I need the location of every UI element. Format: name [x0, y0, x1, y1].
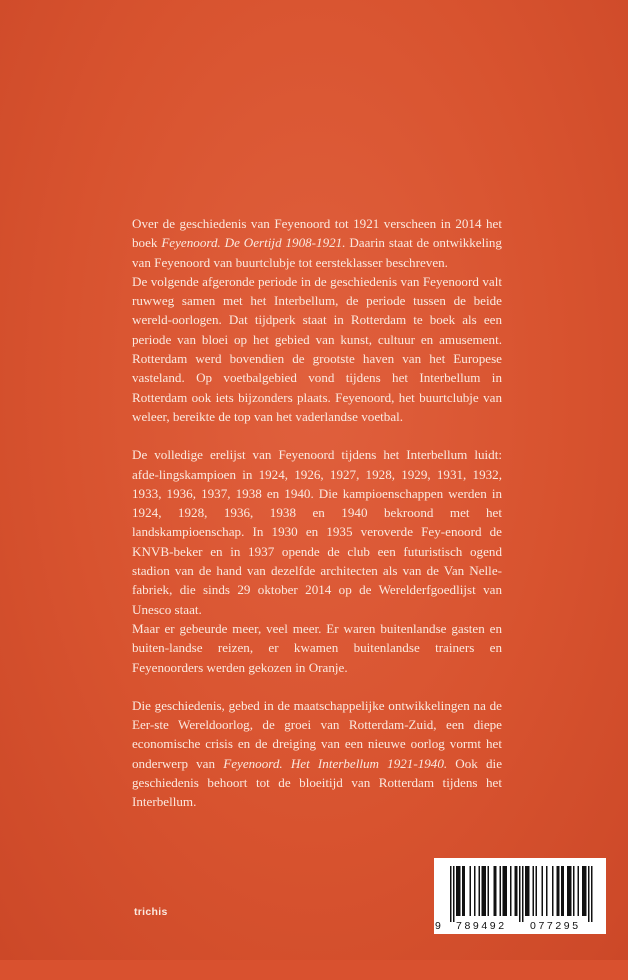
barcode-bar	[495, 866, 497, 916]
barcode-bar	[584, 866, 586, 916]
barcode-bar	[488, 866, 490, 916]
back-cover-text	[132, 214, 502, 812]
barcode-bar	[483, 866, 485, 916]
paragraph-5-text-b: Ook die geschiedenis behoort tot de bloeitijd van Rotterdam tijdens het Interbellum.	[132, 755, 502, 810]
barcode-bar	[552, 866, 554, 916]
barcode-right-group: 077295	[530, 920, 581, 932]
barcode-bar	[569, 866, 571, 916]
barcode-bar	[456, 866, 458, 916]
barcode-bar	[528, 866, 530, 916]
barcode-bar	[474, 866, 476, 916]
barcode-bar	[578, 866, 580, 916]
barcode-bars	[442, 866, 598, 922]
paragraph-1-text-a: Over de geschiedenis van Feyenoord tot 1921 verscheen in 2014 het boek	[132, 216, 502, 251]
barcode-bar	[462, 866, 464, 916]
paragraph-1-text-b: Daarin staat de ontwikkeling van Feyenoord van buurtclubje tot eersteklasser beschreven.	[132, 235, 502, 270]
paragraph-4: Maar er gebeurde meer, veel meer. Er waren buitenlandse gasten en buiten-landse reizen, er kwamen buitenlandse trainers en Feyenoorders werden gekozen in Oranje.	[132, 620, 502, 675]
barcode-bar	[503, 866, 505, 916]
barcode-bar	[563, 866, 565, 916]
barcode-bar	[510, 866, 512, 916]
paragraph-3: De volledige erelijst van Feyenoord tijdens het Interbellum luidt: afde-lingskampioen in 1924, 1926, 1927, 1928, 1929, 1931, 1932, 1933, 1936, 1937, 1938 en 1940. Die kampioenschappen werden in 1924, 1928, 1936, 1938 en 1940 bekroond met het landskampioenschap. In 1930 en 1935 veroverde Fey-enoord de KNVB-beker en in 1937 opende de club een futuristisch ogend stadion van de hand van dezelfde architecten als van de Van Nelle-fabriek, die sinds 29 oktober 2014 op de Werelderfgoedlijst van Unesco staat.	[132, 447, 502, 617]
barcode-bar	[585, 866, 587, 916]
barcode-bar	[464, 866, 466, 916]
barcode-bar	[506, 866, 508, 916]
barcode-bar	[542, 866, 544, 916]
paragraph-5-text-a: Die geschiedenis, gebed in de maatschappelijke ontwikkelingen na de Eer-ste Wereldoorlog, de groei van Rotterdam-Zuid, een diepe economische crisis en de dreiging van een nieuwe oorlog vormt het onderwerp van	[132, 697, 502, 771]
barcode-bar	[450, 866, 452, 922]
paragraph-1	[132, 214, 502, 272]
barcode-bar	[546, 866, 548, 916]
barcode-bar	[525, 866, 527, 916]
barcode-digits	[434, 920, 606, 980]
paragraph-2: De volgende afgeronde periode in de geschiedenis van Feyenoord valt ruwweg samen met het Interbellum, de periode tussen de beide wereld-oorlogen. Dat tijdperk staat in Rotterdam te boek als een periode van bloei op het gebied van kunst, cultuur en amusement. Rotterdam werd bovendien de grootste haven van het Europese vasteland. Op voetbalgebied vond tijdens het Interbellum in Rotterdam ook iets bijzonders plaats. Feyenoord, het buurtclubje van weleer, bereikte de top van het vaderlandse voetbal.	[132, 273, 502, 424]
barcode-bar	[582, 866, 584, 916]
barcode-bar	[527, 866, 529, 916]
barcode-bar	[591, 866, 593, 922]
barcode-bar	[500, 866, 502, 916]
barcode-bar	[588, 866, 590, 922]
barcode-bar	[453, 866, 455, 922]
publisher-logo: trichis	[134, 906, 168, 918]
barcode-bar	[522, 866, 524, 922]
barcode-bar	[479, 866, 481, 916]
barcode-left-group: 789492	[456, 920, 507, 932]
barcode-bar	[536, 866, 538, 916]
barcode-bar	[561, 866, 563, 916]
book-title-interbellum: Feyenoord. Het Interbellum 1921-1940.	[223, 755, 448, 771]
barcode-bar	[485, 866, 487, 916]
barcode-bar	[516, 866, 518, 916]
barcode-bar	[482, 866, 484, 916]
barcode-bar	[533, 866, 535, 916]
isbn-barcode	[434, 858, 606, 934]
barcode-bar	[515, 866, 517, 916]
barcode-bar	[558, 866, 560, 916]
barcode-bar	[504, 866, 506, 916]
barcode-bar	[570, 866, 572, 916]
barcode-bar	[557, 866, 559, 916]
book-title-oertijd: Feyenoord. De Oertijd 1908-1921.	[161, 235, 346, 251]
paragraph-5	[132, 696, 502, 812]
barcode-bar	[573, 866, 575, 916]
barcode-bar	[519, 866, 521, 922]
barcode-bar	[459, 866, 461, 916]
barcode-first-digit: 9	[435, 920, 441, 932]
barcode-bar	[494, 866, 496, 916]
barcode-bar	[470, 866, 472, 916]
barcode-bar	[567, 866, 569, 916]
barcode-bar	[458, 866, 460, 916]
